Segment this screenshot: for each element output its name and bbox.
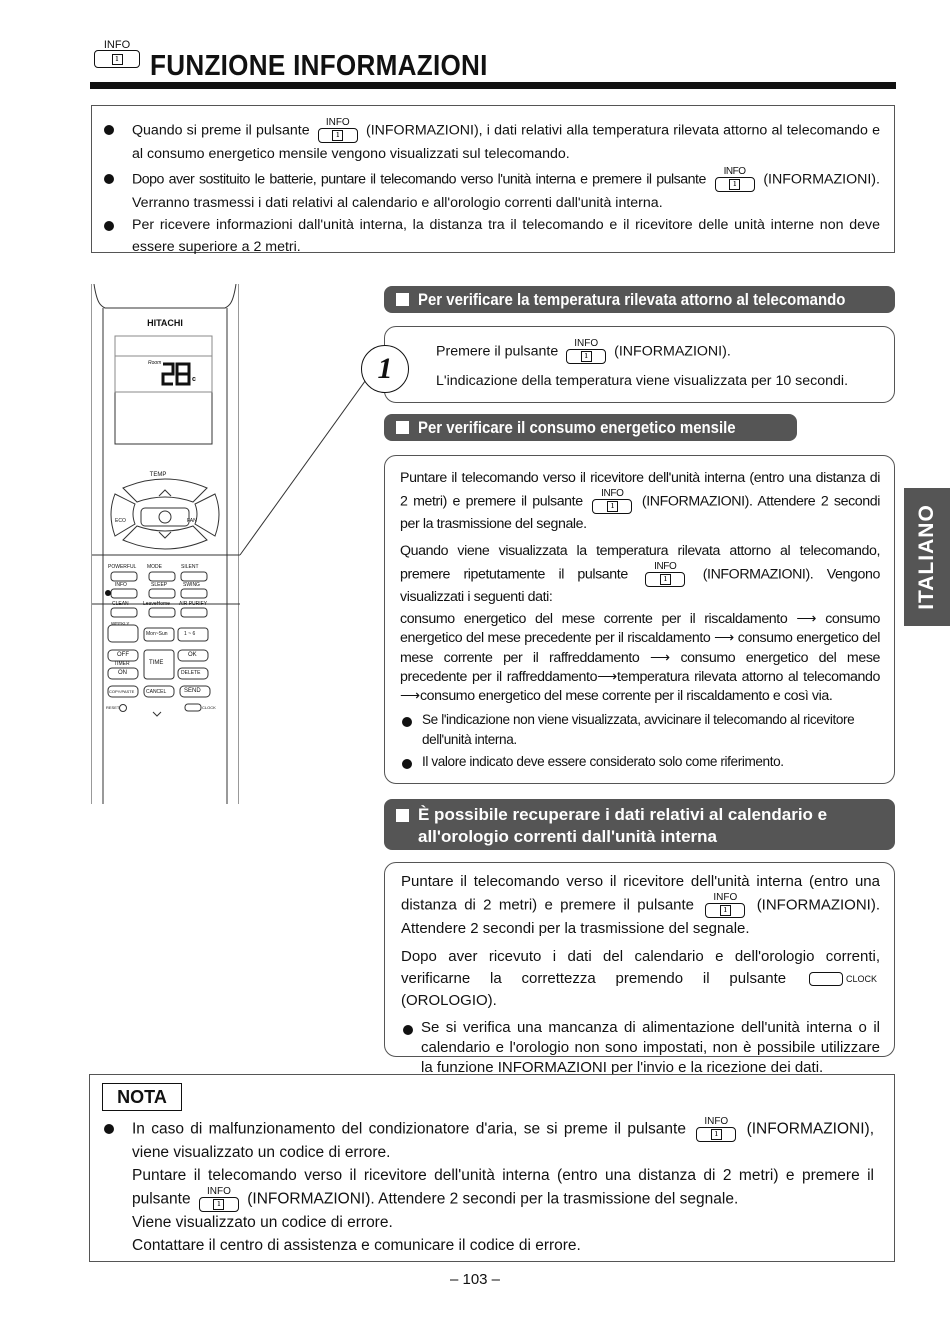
intro-box — [91, 105, 895, 253]
remote-brand: HITACHI — [147, 318, 183, 328]
section-header-calendar: È possibile recuperare i dati relativi al calendario e all'orologio correnti dall'unità interna — [384, 799, 895, 850]
note-label: NOTA — [102, 1083, 182, 1111]
section-header-temperature: Per verificare la temperatura rilevata attorno al telecomando — [384, 286, 895, 313]
remote-body — [91, 284, 239, 804]
info-icon: i — [607, 501, 618, 512]
calendar-bullet: Se si verifica una mancanza di alimentazione dell'unità interna o il calendario e l'orologio non sono impostati, non è possibile utilizzare la funzione INFORMAZIONI per l'invio e la ricezione dei dati. — [401, 1018, 880, 1078]
arrow-right-icon: ⟶ — [649, 649, 670, 666]
data-sequence: consumo energetico del mese corrente per il riscaldamento ⟶ consumo energetico del mese precedente per il riscaldamento ⟶ consumo energetico del mese corrente per il raffreddamento ⟶ consumo energetico del mese precedente per il raffreddamento⟶temperatura rilevata attorno al telecomando ⟶consumo energetico del mese corrente per il riscaldamento e così via. — [400, 611, 881, 705]
note-bullet: In caso di malfunzionamento del condizionatore d'aria, se si preme il pulsante INFO i (INFORMAZIONI), viene visualizzato un codice di errore. — [102, 1117, 874, 1165]
info-icon: i — [720, 905, 731, 916]
arrow-right-icon: ⟶ — [714, 630, 735, 647]
step-number: 1 — [361, 345, 409, 393]
remote-control-illustration: HITACHI Room c TEMP ECO FAN POWERFUL MODE SILENT INFO SLEEP SWING CLEAN LeaveHome AIR PURIFY WEEKLY Mon~Sun 1 ~ 6 OFF TIMER ON TIME OK DELETE COPY/PASTE CANCEL SEND RESET CLOCK — [91, 284, 239, 804]
info-button-inline: INFO i — [696, 1117, 736, 1142]
arrow-right-icon: ⟶ — [796, 611, 817, 627]
square-bullet-icon — [396, 421, 409, 434]
info-button-inline: INFO i — [715, 167, 755, 192]
note-box: NOTA In caso di malfunzionamento del condizionatore d'aria, se si preme il pulsante INFO i (INFORMAZIONI), viene visualizzato un codice di errore. Puntare il telecomando verso il ricevitore dell'unità interna (entro una distanza di 2 metri) e premere il pulsante INFO i (INFORMAZIONI). Attendere 2 secondi per la trasmissione del segnale. Viene visualizzato un codice di errore. Contattare il centro di assistenza e comunicare il codice di errore. — [89, 1074, 895, 1262]
step-1-box: Premere il pulsante INFO i (INFORMAZIONI). L'indicazione della temperatura viene visualizzata per 10 secondi. — [384, 326, 895, 403]
info-icon: i — [112, 54, 123, 65]
square-bullet-icon — [396, 293, 409, 306]
info-button-inline: INFO i — [318, 118, 358, 143]
info-icon: i — [581, 351, 592, 362]
info-button-symbol: INFO i — [90, 40, 140, 68]
info-icon: i — [213, 1199, 224, 1210]
intro-bullet-2: Dopo aver sostituito le batterie, puntare il telecomando verso l'unità interna e premere il pulsante INFO i (INFORMAZIONI). Verranno trasmessi i dati relativi al calendario e all'orologio correnti dall'unità interna. — [102, 167, 880, 214]
info-icon: i — [660, 574, 671, 585]
intro-bullet-3: Per ricevere informazioni dall'unità interna, la distanza tra il telecomando e il ricevitore delle unità interne non deve essere superiore a 2 metri. — [102, 214, 880, 258]
info-button-inline: INFO i — [705, 893, 745, 918]
info-button-inline: INFO i — [199, 1187, 239, 1212]
energy-bullet-2: Il valore indicato deve essere considerato solo come riferimento. — [400, 752, 880, 772]
arrow-right-icon: ⟶ — [597, 668, 618, 685]
page-title: FUNZIONE INFORMAZIONI — [150, 50, 488, 82]
language-tab: ITALIANO — [904, 488, 950, 626]
info-icon: i — [729, 179, 740, 190]
clock-key-icon — [809, 972, 843, 986]
info-button-inline: INFO i — [645, 562, 685, 587]
clock-button-inline: CLOCK — [809, 968, 877, 990]
page-header — [90, 40, 896, 92]
intro-bullet-1: Quando si preme il pulsante INFO i (INFORMAZIONI), i dati relativi alla temperatura rilevata attorno al telecomando e al consumo energetico mensile vengono visualizzati sul telecomando. — [102, 118, 880, 165]
title-rule — [90, 82, 896, 89]
info-icon: i — [711, 1129, 722, 1140]
energy-box: Puntare il telecomando verso il ricevitore dell'unità interna (entro una distanza di 2 metri) e premere il pulsante INFO i (INFORMAZIONI). Attendere 2 secondi per la trasmissione del segnale. Quando viene visualizzata la temperatura rilevata attorno al telecomando, premere ripetutamente il pulsante INFO i (INFORMAZIONI). Vengono visualizzati i seguenti dati: consumo energetico del mese corrente per il riscaldamento ⟶ consumo energetico del mese precedente per il riscaldamento ⟶ consumo energetico del mese corrente per il raffreddamento ⟶ consumo energetico del mese precedente per il raffreddamento⟶temperatura rilevata attorno al telecomando ⟶consumo energetico del mese corrente per il riscaldamento e così via. Se l'indicazione non viene visualizzata, avvicinare il telecomando al ricevitore dell'unità interna. Il valore indicato deve essere considerato solo come riferimento. — [384, 455, 895, 784]
page-number: – 103 – — [449, 1271, 501, 1288]
square-bullet-icon — [396, 809, 409, 822]
info-icon: i — [332, 130, 343, 141]
info-button-inline: INFO i — [592, 489, 632, 514]
arrow-right-icon: ⟶ — [400, 688, 420, 705]
section-header-energy: Per verificare il consumo energetico mensile — [384, 414, 797, 441]
info-button-inline: INFO i — [566, 339, 606, 364]
energy-bullet-1: Se l'indicazione non viene visualizzata, avvicinare il telecomando al ricevitore dell'unità interna. — [400, 710, 880, 750]
calendar-box: Puntare il telecomando verso il ricevitore dell'unità interna (entro una distanza di 2 metri) e premere il pulsante INFO i (INFORMAZIONI). Attendere 2 secondi per la trasmissione del segnale. Dopo aver ricevuto i dati del calendario e dell'orologio correnti, verificarne la correttezza premendo il pulsante CLOCK (OROLOGIO). Se si verifica una mancanza di alimentazione dell'unità interna o il calendario e l'orologio non sono impostati, non è possibile utilizzare la funzione INFORMAZIONI per l'invio e la ricezione dei dati. — [384, 862, 895, 1057]
